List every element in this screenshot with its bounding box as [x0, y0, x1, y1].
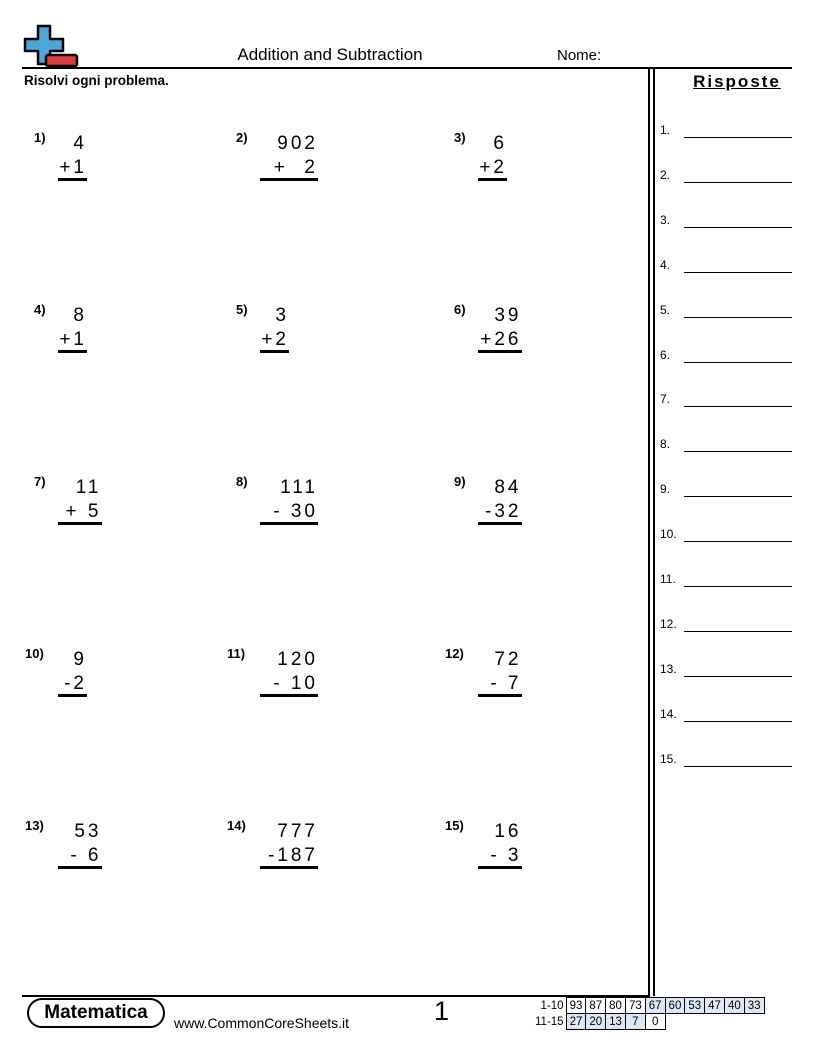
problem-number: 12): [445, 646, 464, 661]
problem-answer-line: [260, 350, 289, 353]
answer-blank[interactable]: [684, 227, 792, 228]
score-row-label: 1-10: [540, 999, 564, 1012]
problem: [34, 130, 194, 210]
problem-bottom-operand: -32: [485, 501, 522, 522]
problem-number: 6): [454, 302, 466, 317]
problem-answer-line: [58, 866, 102, 869]
answer-blank[interactable]: [684, 137, 792, 138]
problem-top-operand: 72: [494, 649, 522, 670]
score-cell: 53: [685, 998, 705, 1014]
answer-column-divider: [653, 68, 655, 996]
score-cell: 20: [586, 1014, 606, 1030]
problem-bottom-operand: -2: [64, 673, 87, 694]
problem-bottom-operand: - 6: [70, 845, 102, 866]
website-link[interactable]: www.CommonCoreSheets.it: [174, 1015, 350, 1031]
answer-number: 7.: [660, 392, 671, 407]
answer-row: [660, 527, 792, 547]
problem-bottom-operand: - 3: [490, 845, 522, 866]
answer-row: [660, 752, 792, 772]
answer-number: 13.: [660, 661, 677, 676]
answer-row: [660, 213, 792, 233]
score-row: [532, 1014, 764, 1030]
problem-top-operand: 9: [73, 649, 87, 670]
answers-title: Risposte: [693, 72, 781, 91]
problem: [25, 818, 185, 898]
problem-bottom-operand: -187: [267, 845, 318, 866]
answer-number: 12.: [660, 616, 677, 631]
answer-number: 14.: [660, 706, 677, 721]
problem-bottom-operand: +1: [59, 329, 87, 350]
problem-bottom-operand: +2: [261, 329, 289, 350]
problem-bottom-operand: + 5: [65, 501, 102, 522]
problem-answer-line: [58, 694, 87, 697]
problem-answer-line: [260, 522, 318, 525]
score-cell: 40: [724, 998, 744, 1014]
score-cell: 47: [705, 998, 725, 1014]
problem-number: 2): [236, 130, 248, 145]
answer-row: [660, 662, 792, 682]
answer-number: 9.: [660, 482, 671, 497]
answer-blank[interactable]: [684, 451, 792, 452]
answer-number: 5.: [660, 302, 671, 317]
answer-number: 8.: [660, 437, 671, 452]
problem-top-operand: 902: [277, 133, 318, 154]
answer-row: [660, 572, 792, 592]
score-cell: 33: [744, 998, 764, 1014]
problem-top-operand: 11: [75, 477, 102, 498]
score-cell: 27: [566, 1014, 586, 1030]
answer-blank[interactable]: [684, 406, 792, 407]
problem-top-operand: 8: [73, 305, 87, 326]
page-number: 1: [434, 996, 450, 1026]
problem-number: 4): [34, 302, 46, 317]
problem-top-operand: 39: [494, 305, 522, 326]
problem-bottom-operand: +2: [479, 157, 507, 178]
answer-number: 1.: [660, 123, 671, 137]
plus-minus-logo-icon: [22, 24, 80, 68]
problem-answer-line: [58, 350, 87, 353]
problem-answer-line: [58, 522, 102, 525]
answer-row: [660, 437, 792, 457]
answer-row: [660, 392, 792, 412]
answer-row: [660, 123, 792, 143]
problem-top-operand: 16: [494, 821, 522, 842]
problem-answer-line: [478, 350, 522, 353]
answer-blank[interactable]: [684, 631, 792, 632]
problem-top-operand: 84: [494, 477, 522, 498]
answer-number: 15.: [660, 751, 677, 766]
score-cell: 93: [566, 998, 586, 1014]
problem-bottom-operand: + 2: [273, 157, 318, 178]
answer-blank[interactable]: [684, 272, 792, 273]
problem-answer-line: [58, 178, 87, 181]
problem: [454, 130, 614, 210]
problem-top-operand: 4: [73, 133, 87, 154]
answer-blank[interactable]: [684, 496, 792, 497]
answer-blank[interactable]: [684, 317, 792, 318]
problem-top-operand: 3: [275, 305, 289, 326]
problem-bottom-operand: - 7: [490, 673, 522, 694]
answer-number: 2.: [660, 167, 671, 182]
problem-top-operand: 53: [74, 821, 102, 842]
problem: [236, 130, 396, 210]
score-cell: 60: [665, 998, 685, 1014]
answer-row: [660, 348, 792, 368]
answer-number: 11.: [660, 572, 676, 586]
problem: [454, 302, 614, 382]
score-cell: 67: [645, 998, 665, 1014]
answer-row: [660, 707, 792, 727]
problem: [25, 646, 185, 726]
problem-answer-line: [478, 866, 522, 869]
problem-number: 10): [25, 646, 44, 661]
score-cell: 0: [645, 1014, 665, 1030]
problem-number: 15): [445, 818, 464, 833]
problem-number: 3): [454, 130, 466, 145]
score-row-label: 11-15: [535, 1015, 564, 1028]
answer-blank[interactable]: [684, 182, 792, 183]
problem: [454, 474, 614, 554]
answer-row: [660, 168, 792, 188]
problem-number: 7): [34, 474, 46, 489]
score-cell: 73: [625, 998, 645, 1014]
problem-answer-line: [478, 178, 507, 181]
answer-number: 3.: [660, 212, 671, 227]
answer-blank[interactable]: [684, 586, 792, 587]
problem-answer-line: [478, 522, 522, 525]
problem-bottom-operand: +1: [59, 157, 87, 178]
problem: [227, 646, 387, 726]
page-title: Addition and Subtraction: [237, 45, 423, 64]
problem-top-operand: 6: [493, 133, 507, 154]
problem: [227, 818, 387, 898]
problem: [34, 302, 194, 382]
problem: [236, 474, 396, 554]
problem-number: 9): [454, 474, 466, 489]
problem-top-operand: 120: [277, 649, 318, 670]
problem-answer-line: [260, 694, 318, 697]
name-label: Nome:: [557, 47, 602, 64]
answer-number: 10.: [660, 527, 677, 542]
problem-bottom-operand: - 30: [273, 501, 318, 522]
score-row: [532, 998, 764, 1014]
problem: [445, 818, 605, 898]
answer-row: [660, 482, 792, 502]
problem-number: 1): [34, 130, 46, 145]
score-cell: 87: [586, 998, 606, 1014]
answer-blank[interactable]: [684, 766, 792, 767]
header-divider: [22, 67, 792, 69]
problem-number: 8): [236, 474, 248, 489]
problem: [236, 302, 396, 382]
problem: [34, 474, 194, 554]
problem-number: 13): [25, 818, 44, 833]
score-cell: 80: [606, 998, 626, 1014]
score-cell: 7: [625, 1014, 645, 1030]
problem-answer-line: [260, 178, 318, 181]
problem-top-operand: 111: [280, 477, 318, 498]
problem-number: 11): [227, 646, 246, 661]
answer-row: [660, 617, 792, 637]
problem: [445, 646, 605, 726]
score-table: [532, 997, 765, 1030]
problem-answer-line: [260, 866, 318, 869]
score-cell: 13: [606, 1014, 626, 1030]
answer-blank[interactable]: [684, 676, 792, 677]
answer-blank[interactable]: [684, 541, 792, 542]
instructions: Risolvi ogni problema.: [24, 73, 169, 88]
problem-bottom-operand: +26: [480, 329, 522, 350]
answer-blank[interactable]: [684, 721, 792, 722]
answer-number: 6.: [660, 347, 671, 362]
problem-answer-line: [478, 694, 522, 697]
brand-badge: Matematica: [27, 998, 165, 1028]
answer-blank[interactable]: [684, 362, 792, 363]
problem-bottom-operand: - 10: [273, 673, 318, 694]
problem-number: 5): [236, 302, 248, 317]
problem-number: 14): [227, 818, 246, 833]
answer-column-divider: [648, 68, 650, 996]
answer-number: 4.: [660, 257, 671, 272]
answer-row: [660, 258, 792, 278]
answer-row: [660, 303, 792, 323]
problem-top-operand: 777: [277, 821, 318, 842]
